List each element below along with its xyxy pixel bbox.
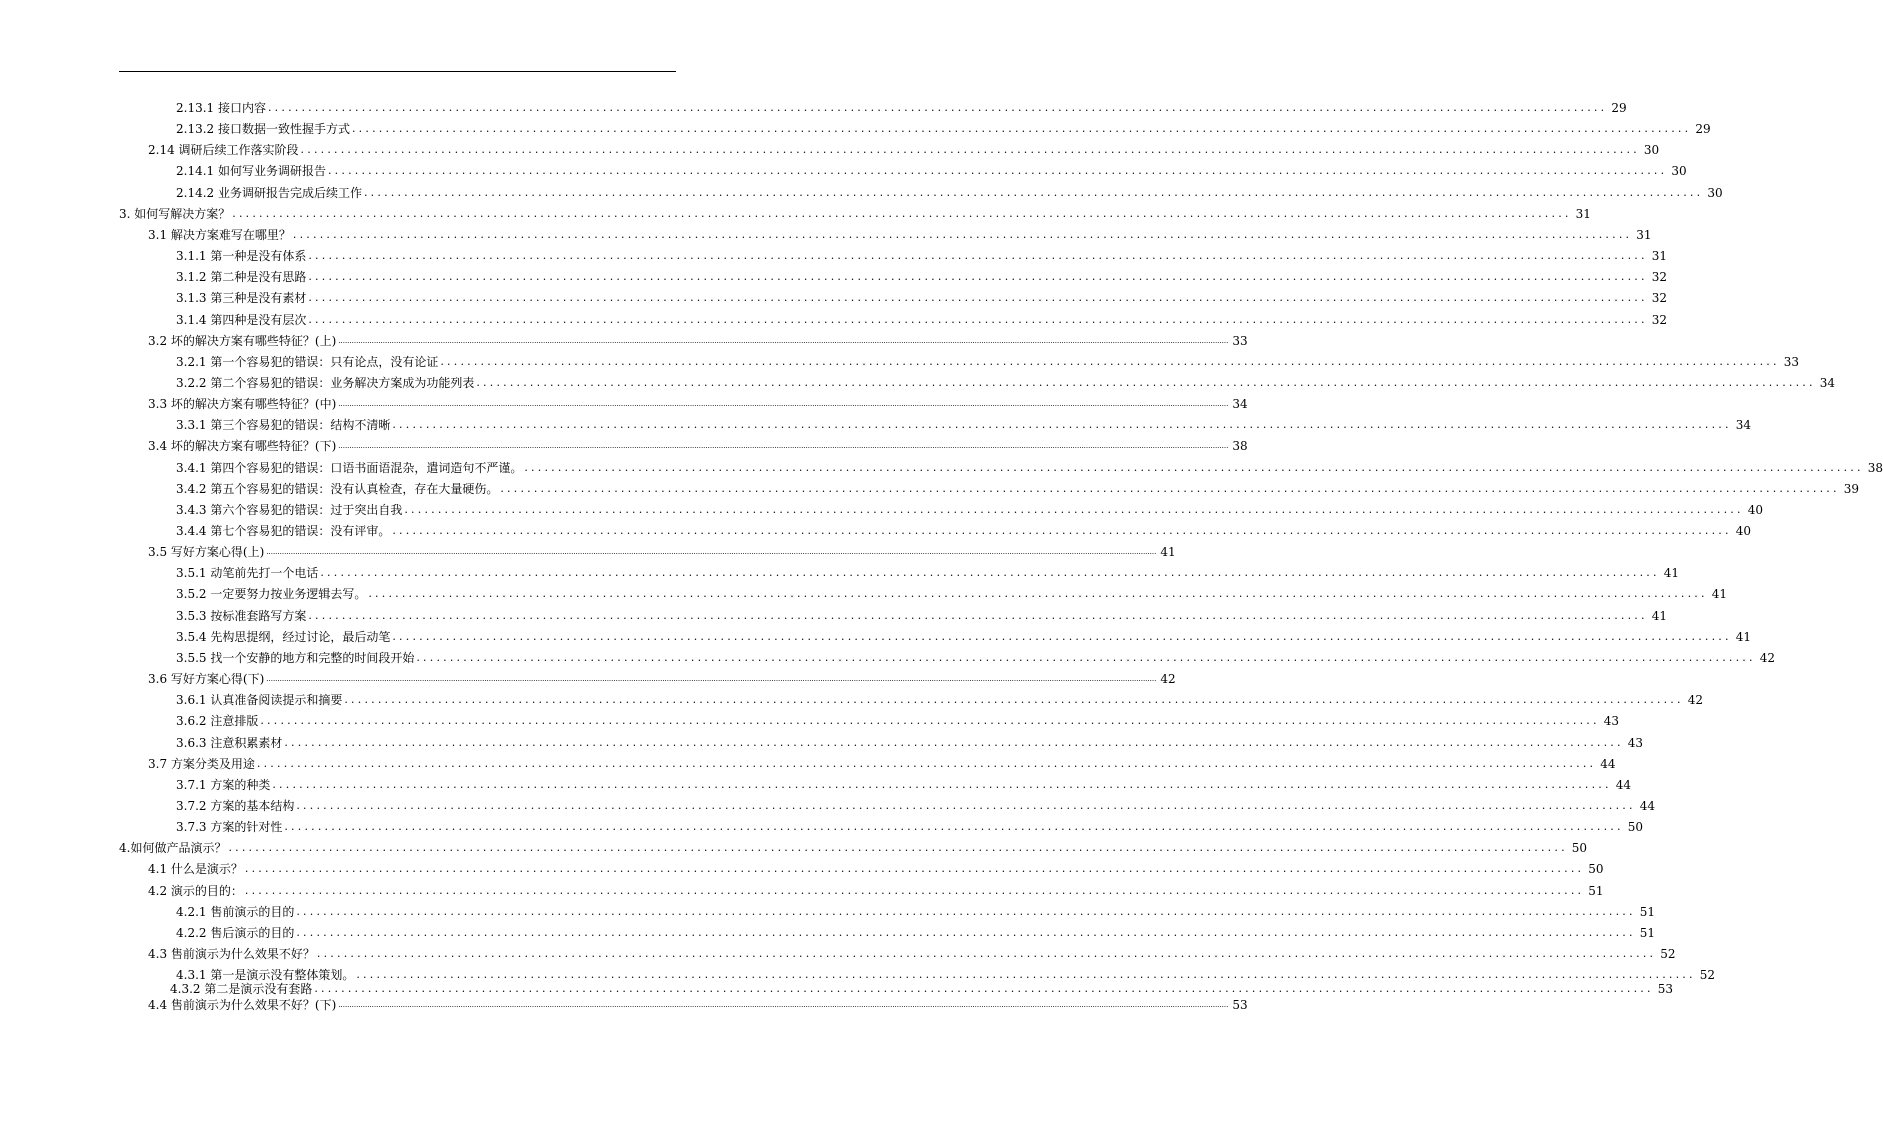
- toc-leader-dots: ........................................................................................................................................................................................................: [404, 502, 1744, 516]
- toc-entry[interactable]: [176, 411, 1751, 433]
- toc-entry[interactable]: [148, 665, 1176, 687]
- toc-leader-dots: ................................................................................................................................................................................................................................................................................................................................................................................................................: [266, 548, 1157, 557]
- toc-entry-label: 4.3.2 第二是演示没有套路: [170, 982, 313, 996]
- toc-entry[interactable]: [176, 115, 1711, 137]
- toc-entry-page: 41: [1663, 566, 1679, 581]
- toc-entry[interactable]: [148, 991, 1248, 1012]
- toc-entry-label: 4.2.1 售前演示的目的: [176, 904, 295, 919]
- toc-entry[interactable]: [176, 242, 1667, 264]
- toc-entry-page: 32: [1651, 270, 1667, 285]
- toc-entry[interactable]: [176, 179, 1723, 200]
- header-rule: [119, 71, 676, 72]
- toc-entry-page: 41: [1711, 587, 1727, 602]
- toc-entry-label: 3.5.5 找一个安静的地方和完整的时间段开始: [176, 650, 415, 665]
- toc-entry-label: 3.1.4 第四种是没有层次: [176, 312, 307, 327]
- toc-entry[interactable]: [176, 517, 1751, 538]
- toc-entry[interactable]: [176, 454, 1883, 475]
- toc-entry[interactable]: [176, 348, 1799, 369]
- toc-entry-label: 3.7 方案分类及用途: [148, 756, 255, 771]
- toc-entry[interactable]: [148, 221, 1652, 242]
- toc-entry-page: 29: [1695, 122, 1711, 137]
- toc-entry[interactable]: [176, 707, 1619, 729]
- toc-entry[interactable]: [148, 327, 1248, 348]
- toc-entry-label: 3.1.3 第三种是没有素材: [176, 291, 307, 306]
- toc-entry[interactable]: [176, 919, 1655, 940]
- toc-leader-dots: ........................................................................................................................................................................................................: [476, 375, 1816, 389]
- toc-entry-page: 51: [1639, 925, 1655, 940]
- toc-entry[interactable]: [119, 834, 1588, 856]
- toc-entry-page: 52: [1699, 968, 1715, 983]
- toc-entry-page: 52: [1660, 947, 1676, 961]
- toc-entry-page: 41: [1160, 545, 1176, 560]
- toc-entry-label: 2.13.1 接口内容: [176, 101, 266, 115]
- toc-leader-dots: ........................................................................................................................................................................................................: [300, 143, 1640, 157]
- toc-entry-page: 42: [1160, 672, 1176, 687]
- toc-entry-page: 40: [1747, 502, 1763, 517]
- toc-leader-dots: ........................................................................................................................................................................................................: [296, 925, 1636, 939]
- toc-entry-label: 3.4.3 第六个容易犯的错误：过于突出自我: [176, 502, 403, 517]
- toc-entry-page: 51: [1588, 883, 1604, 898]
- toc-leader-dots: ........................................................................................................................................................................................................: [327, 164, 1668, 178]
- toc-entry-page: 33: [1783, 354, 1799, 369]
- toc-entry-label: 4.如何做产品演示？: [119, 841, 227, 856]
- toc-entry-page: 32: [1651, 291, 1667, 306]
- toc-entry-label: 3.4.1 第四个容易犯的错误：口语书面语混杂，遣词造句不严谨。: [176, 460, 523, 475]
- toc-entry-page: 40: [1735, 524, 1751, 538]
- toc-entry-page: 43: [1603, 714, 1619, 729]
- toc-entry-page: 51: [1639, 904, 1655, 919]
- toc-entry[interactable]: [176, 623, 1751, 644]
- toc-leader-dots: ........................................................................................................................................................................................................: [351, 122, 1692, 136]
- toc-entry[interactable]: [148, 538, 1176, 560]
- toc-leader-dots: ........................................................................................................................................................................................................: [232, 206, 1572, 220]
- toc-leader-dots: ........................................................................................................................................................................................................: [500, 481, 1840, 495]
- toc-leader-dots: ........................................................................................................................................................................................................: [320, 566, 1660, 580]
- toc-entry[interactable]: [148, 136, 1660, 158]
- toc-leader-dots: ........................................................................................................................................................................................................: [416, 650, 1756, 664]
- toc-leader-dots: ........................................................................................................................................................................................................: [392, 418, 1732, 432]
- toc-entry[interactable]: [119, 200, 1591, 221]
- toc-entry-label: 4.2 演示的目的：: [148, 883, 243, 898]
- toc-leader-dots: ................................................................................................................................................................................................................................................................................................................................................................................................................: [266, 675, 1157, 684]
- toc-entry-label: 3.3 坏的解决方案有哪些特征？(中): [148, 397, 337, 412]
- toc-entry-label: 3.1 解决方案难写在哪里？: [148, 227, 291, 242]
- toc-leader-dots: ........................................................................................................................................................................................................: [284, 820, 1624, 834]
- toc-entry-label: 3.7.1 方案的种类: [176, 777, 271, 792]
- toc-leader-dots: ........................................................................................................................................................................................................: [308, 249, 1648, 263]
- toc-entry-page: 30: [1643, 143, 1660, 158]
- toc-entry-label: 3.4.2 第五个容易犯的错误：没有认真检查，存在大量硬伤。: [176, 481, 499, 496]
- toc-entry-label: 3.7.3 方案的针对性: [176, 820, 283, 835]
- toc-entry-page: 38: [1867, 460, 1883, 475]
- toc-leader-dots: ........................................................................................................................................................................................................: [392, 524, 1732, 537]
- toc-entry-label: 3.3.1 第三个容易犯的错误：结构不清晰: [176, 418, 391, 433]
- toc-leader-dots: ........................................................................................................................................................................................................: [368, 587, 1708, 601]
- toc-leader-dots: ........................................................................................................................................................................................................: [308, 312, 1648, 326]
- toc-entry-page: 31: [1575, 206, 1591, 221]
- toc-leader-dots: ........................................................................................................................................................................................................: [296, 798, 1636, 812]
- toc-entry[interactable]: [176, 284, 1667, 306]
- toc-leader-dots: ........................................................................................................................................................................................................: [356, 968, 1696, 982]
- toc-entry[interactable]: [148, 940, 1676, 961]
- toc-leader-dots: ........................................................................................................................................................................................................: [314, 982, 1654, 995]
- toc-entry-page: 44: [1639, 798, 1655, 813]
- toc-leader-dots: ........................................................................................................................................................................................................: [256, 756, 1597, 770]
- toc-entry[interactable]: [176, 792, 1655, 813]
- toc-entry[interactable]: [176, 263, 1667, 285]
- toc-entry[interactable]: [176, 369, 1835, 390]
- toc-entry-page: 29: [1611, 101, 1627, 115]
- toc-leader-dots: ........................................................................................................................................................................................................: [292, 227, 1633, 241]
- toc-entry-page: 31: [1636, 227, 1652, 242]
- toc-entry-label: 2.14.1 如何写业务调研报告: [176, 164, 326, 179]
- toc-entry-label: 3.5.3 按标准套路写方案: [176, 608, 307, 623]
- toc-entry-label: 4.1 什么是演示？: [148, 862, 243, 877]
- toc-entry[interactable]: [176, 602, 1667, 623]
- toc-entry[interactable]: [176, 559, 1679, 581]
- toc-entry-page: 50: [1571, 841, 1588, 856]
- toc-leader-dots: ........................................................................................................................................................................................................: [267, 101, 1608, 114]
- toc-leader-dots: ........................................................................................................................................................................................................: [440, 354, 1780, 368]
- toc-entry-page: 34: [1232, 397, 1248, 412]
- toc-entry-label: 3.7.2 方案的基本结构: [176, 798, 295, 813]
- toc-leader-dots: ........................................................................................................................................................................................................: [244, 883, 1585, 897]
- toc-entry-label: 3.6.2 注意排版: [176, 714, 259, 729]
- toc-entry-page: 44: [1600, 756, 1616, 771]
- toc-entry-label: 4.4 售前演示为什么效果不好？(下): [148, 998, 337, 1012]
- toc-leader-dots: ........................................................................................................................................................................................................: [344, 693, 1684, 707]
- toc-leader-dots: ................................................................................................................................................................................................................................................................................................................................................................................................................: [338, 336, 1229, 345]
- toc-leader-dots: ........................................................................................................................................................................................................: [316, 947, 1657, 960]
- toc-entry-label: 3.4.4 第七个容易犯的错误：没有评审。: [176, 524, 391, 538]
- toc-entry[interactable]: [176, 306, 1667, 327]
- toc-entry-page: 30: [1671, 164, 1687, 179]
- toc-entry[interactable]: [148, 877, 1604, 898]
- toc-entry-page: 50: [1627, 820, 1643, 835]
- toc-entry-label: 3.5.1 动笔前先打一个电话: [176, 566, 319, 581]
- toc-entry-page: 44: [1615, 777, 1631, 792]
- toc-entry-label: 3.6.3 注意积累素材: [176, 735, 283, 750]
- toc-entry-page: 42: [1687, 693, 1703, 708]
- toc-entry-page: 34: [1819, 375, 1835, 390]
- toc-entry-page: 53: [1657, 982, 1673, 996]
- toc-entry-page: 39: [1843, 481, 1859, 496]
- toc-leader-dots: ........................................................................................................................................................................................................: [308, 608, 1648, 622]
- toc-entry-page: 34: [1735, 418, 1751, 433]
- toc-leader-dots: ........................................................................................................................................................................................................: [228, 841, 1568, 855]
- toc-leader-dots: ........................................................................................................................................................................................................: [392, 629, 1732, 643]
- toc-leader-dots: ........................................................................................................................................................................................................: [308, 270, 1648, 284]
- toc-leader-dots: ................................................................................................................................................................................................................................................................................................................................................................................................................: [338, 400, 1229, 409]
- toc-entry[interactable]: [176, 475, 1859, 496]
- toc-entry-page: 53: [1232, 998, 1248, 1012]
- toc-entry-label: 2.14.2 业务调研报告完成后续工作: [176, 185, 362, 200]
- toc-entry-page: 41: [1651, 608, 1667, 623]
- toc-entry-page: 50: [1588, 862, 1604, 877]
- toc-entry-label: 3.1.2 第二种是没有思路: [176, 270, 307, 285]
- toc-entry[interactable]: [176, 644, 1775, 665]
- toc-entry-label: 3.5.2 一定要努力按业务逻辑去写。: [176, 587, 367, 602]
- toc-entry-label: 3.6.1 认真准备阅读提示和摘要: [176, 693, 343, 708]
- toc-entry-page: 42: [1759, 650, 1775, 665]
- toc-entry-label: 3. 如何写解决方案？: [119, 206, 231, 221]
- toc-leader-dots: ................................................................................................................................................................................................................................................................................................................................................................................................................: [338, 442, 1229, 451]
- clipped-entry-region: [170, 979, 1673, 996]
- toc-entry-page: 32: [1651, 312, 1667, 327]
- toc-entry[interactable]: [176, 157, 1687, 179]
- toc-entry-label: 3.2.2 第二个容易犯的错误：业务解决方案成为功能列表: [176, 375, 475, 390]
- toc-entry[interactable]: [176, 898, 1655, 919]
- toc-entry[interactable]: [176, 94, 1627, 115]
- toc-entry-page: 31: [1651, 249, 1667, 264]
- toc-entry[interactable]: [176, 729, 1643, 750]
- toc-entry-label: 3.5.4 先构思提纲，经过讨论，最后动笔: [176, 629, 391, 644]
- toc-entry[interactable]: [148, 750, 1616, 771]
- toc-leader-dots: ................................................................................................................................................................................................................................................................................................................................................................................................................: [338, 1001, 1229, 1009]
- toc-entry-label: 3.2.1 第一个容易犯的错误：只有论点，没有论证: [176, 354, 439, 369]
- toc-leader-dots: ........................................................................................................................................................................................................: [244, 862, 1585, 876]
- toc-entry-page: 43: [1627, 735, 1643, 750]
- toc-entry-label: 3.1.1 第一种是没有体系: [176, 249, 307, 264]
- toc-entry-label: 3.5 写好方案心得(上): [148, 545, 265, 560]
- toc-entry-label: 2.14 调研后续工作落实阶段: [148, 143, 299, 158]
- toc-entry-label: 4.2.2 售后演示的目的: [176, 925, 295, 940]
- toc-leader-dots: ........................................................................................................................................................................................................: [363, 185, 1704, 199]
- toc-leader-dots: ........................................................................................................................................................................................................: [284, 735, 1624, 749]
- toc-entry-label: 3.4 坏的解决方案有哪些特征？(下): [148, 439, 337, 454]
- toc-entry-label: 3.2 坏的解决方案有哪些特征？(上): [148, 333, 337, 348]
- toc-entry-label: 3.6 写好方案心得(下): [148, 672, 265, 687]
- toc-entry[interactable]: [176, 496, 1763, 517]
- toc-entry[interactable]: [148, 432, 1248, 454]
- toc-entry-label: 2.13.2 接口数据一致性握手方式: [176, 122, 350, 137]
- toc-entry[interactable]: [176, 580, 1727, 602]
- toc-leader-dots: ........................................................................................................................................................................................................: [260, 714, 1600, 728]
- toc-leader-dots: ........................................................................................................................................................................................................: [524, 460, 1864, 474]
- toc-entry-label: 4.3 售前演示为什么效果不好？: [148, 947, 315, 961]
- toc-entry-page: 30: [1707, 185, 1723, 200]
- toc-entry[interactable]: [148, 390, 1248, 412]
- toc-entry-page: 41: [1735, 629, 1751, 644]
- toc-leader-dots: ........................................................................................................................................................................................................: [272, 777, 1612, 791]
- toc-entry[interactable]: [176, 686, 1703, 708]
- toc-leader-dots: ........................................................................................................................................................................................................: [308, 291, 1648, 305]
- toc-entry-page: 33: [1232, 333, 1248, 348]
- toc-entry-label: 4.3.1 第一是演示没有整体策划。: [176, 968, 355, 983]
- toc-entry[interactable]: [148, 855, 1604, 877]
- toc-entry-page: 38: [1232, 439, 1248, 454]
- toc-leader-dots: ........................................................................................................................................................................................................: [296, 904, 1636, 918]
- toc-entry[interactable]: [176, 813, 1643, 835]
- toc-entry[interactable]: [176, 771, 1631, 792]
